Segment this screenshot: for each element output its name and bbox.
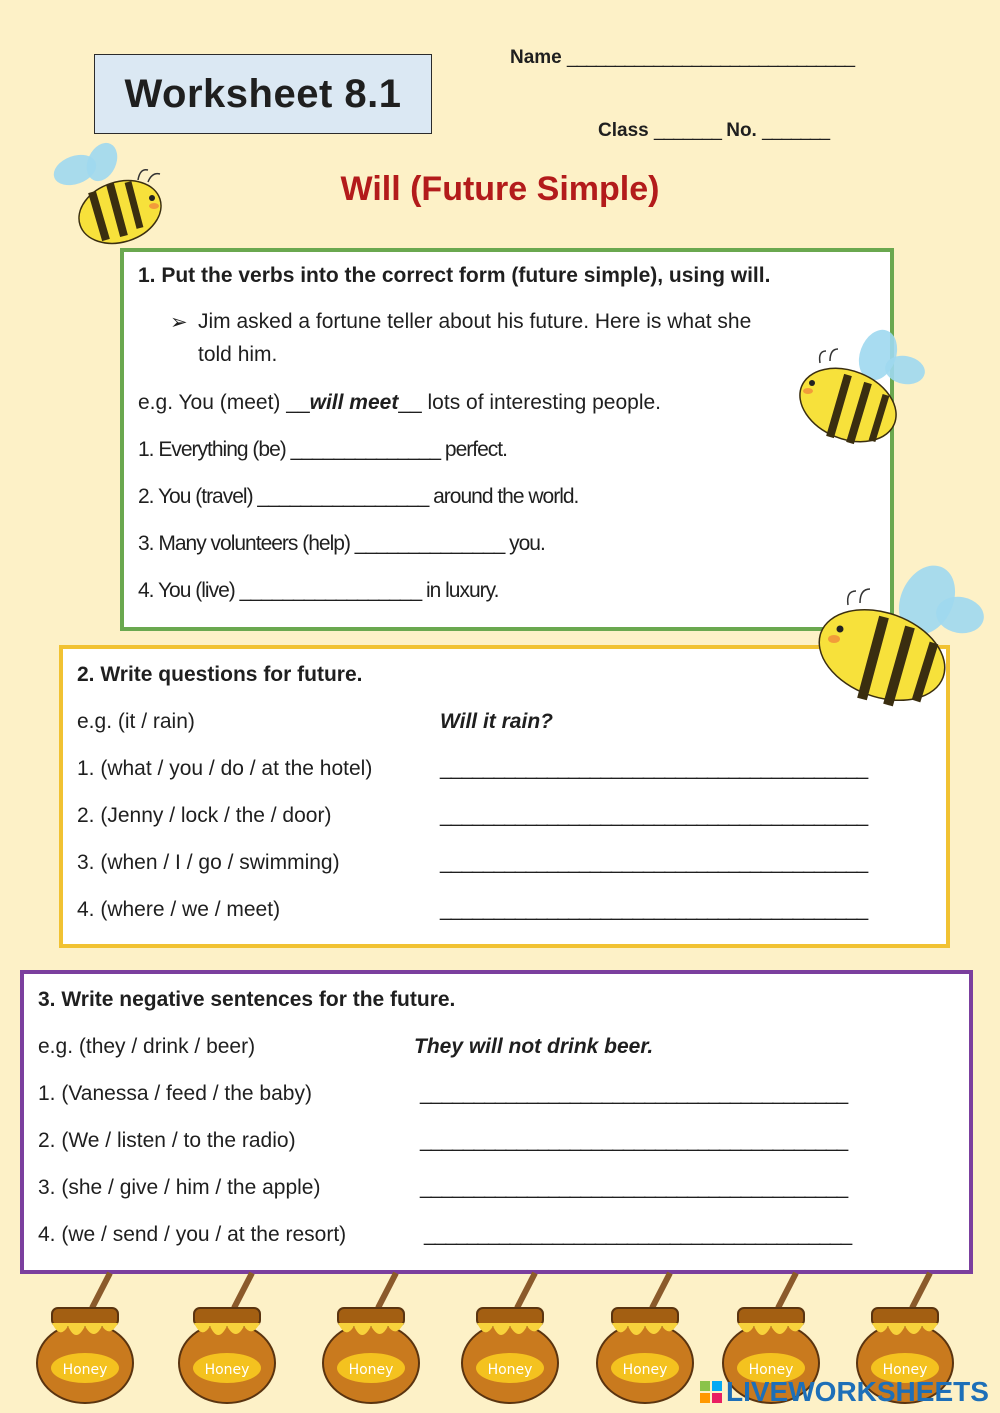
bullet-arrow-icon: ➢ [170,311,188,334]
section-2-prompt: 2. (Jenny / lock / the / door) [77,804,332,827]
honey-pot-icon [455,1268,565,1408]
section-2-prompt: 1. (what / you / do / at the hotel) [77,757,373,780]
example-answer: will meet [309,391,399,414]
brand-name: LIVEWORKSHEETS [726,1376,989,1407]
pot-label: Honey [882,1362,928,1378]
section-1-box [120,248,894,631]
section-3-box [20,970,973,1274]
section-3-heading: 3. Write negative sentences for the future. [38,988,456,1011]
section-3-answer-line[interactable]: ________________________________________ [420,1082,848,1105]
section-2-answer-line[interactable]: ________________________________________ [440,757,868,780]
section-3-prompt: 2. (We / listen / to the radio) [38,1129,296,1152]
worksheet-subtitle: Will (Future Simple) [340,170,660,208]
pot-label: Honey [204,1362,250,1378]
section-1-item[interactable]: 3. Many volunteers (help) ______________ you. [138,532,545,555]
class-line[interactable]: _______ [653,120,721,141]
section-3-prompt: 1. (Vanessa / feed / the baby) [38,1082,312,1105]
section-2-example-answer: Will it rain? [440,710,553,733]
section-1-heading: 1. Put the verbs into the correct form (future simple), using will. [138,264,771,287]
honey-pot-icon [30,1268,140,1408]
section-2-example-prompt: e.g. (it / rain) [77,710,195,733]
name-field [510,47,854,69]
pot-label: Honey [62,1362,108,1378]
pot-label: Honey [622,1362,668,1378]
section-2-prompt: 4. (where / we / meet) [77,898,281,921]
pot-label: Honey [348,1362,394,1378]
bee-icon [790,325,930,450]
name-line[interactable]: ______________________________ [567,47,855,68]
honey-pot-icon [172,1268,282,1408]
section-1-example [138,391,661,415]
worksheet-title: Worksheet 8.1 [94,54,432,134]
honey-pot-icon [590,1268,700,1408]
example-suffix: __ lots of interesting people. [398,391,662,414]
section-1-intro-line-2: told him. [198,343,278,366]
number-line[interactable]: _______ [762,120,830,141]
honey-pot-icon [316,1268,426,1408]
pot-label: Honey [748,1362,794,1378]
pot-label: Honey [487,1362,533,1378]
liveworksheets-logo[interactable] [700,1376,989,1408]
number-label: No. [726,120,757,141]
section-3-answer-line[interactable]: ________________________________________ [420,1129,848,1152]
section-3-answer-line[interactable]: ________________________________________ [424,1223,852,1246]
section-3-example-answer: They will not drink beer. [414,1035,654,1058]
section-1-item[interactable]: 1. Everything (be) ______________ perfect. [138,438,507,461]
brand-blocks-icon [700,1381,722,1403]
section-1-item[interactable]: 2. You (travel) ________________ around the world. [138,485,579,508]
name-label: Name [510,47,562,68]
section-1-intro-line-1: Jim asked a fortune teller about his future. Here is what she [198,310,752,333]
example-prefix: e.g. You (meet) __ [138,391,310,414]
section-2-answer-line[interactable]: ________________________________________ [440,804,868,827]
section-3-prompt: 4. (we / send / you / at the resort) [38,1223,347,1246]
class-label: Class [598,120,649,141]
section-3-example-prompt: e.g. (they / drink / beer) [38,1035,256,1058]
section-1-item[interactable]: 4. You (live) _________________ in luxury. [138,579,499,602]
bee-icon [40,140,165,255]
section-2-heading: 2. Write questions for future. [77,663,363,686]
bee-icon [812,555,984,715]
class-number-field [598,120,829,142]
section-3-answer-line[interactable]: ________________________________________ [420,1176,848,1199]
section-2-answer-line[interactable]: ________________________________________ [440,851,868,874]
section-3-prompt: 3. (she / give / him / the apple) [38,1176,321,1199]
section-2-prompt: 3. (when / I / go / swimming) [77,851,340,874]
section-2-answer-line[interactable]: ________________________________________ [440,898,868,921]
